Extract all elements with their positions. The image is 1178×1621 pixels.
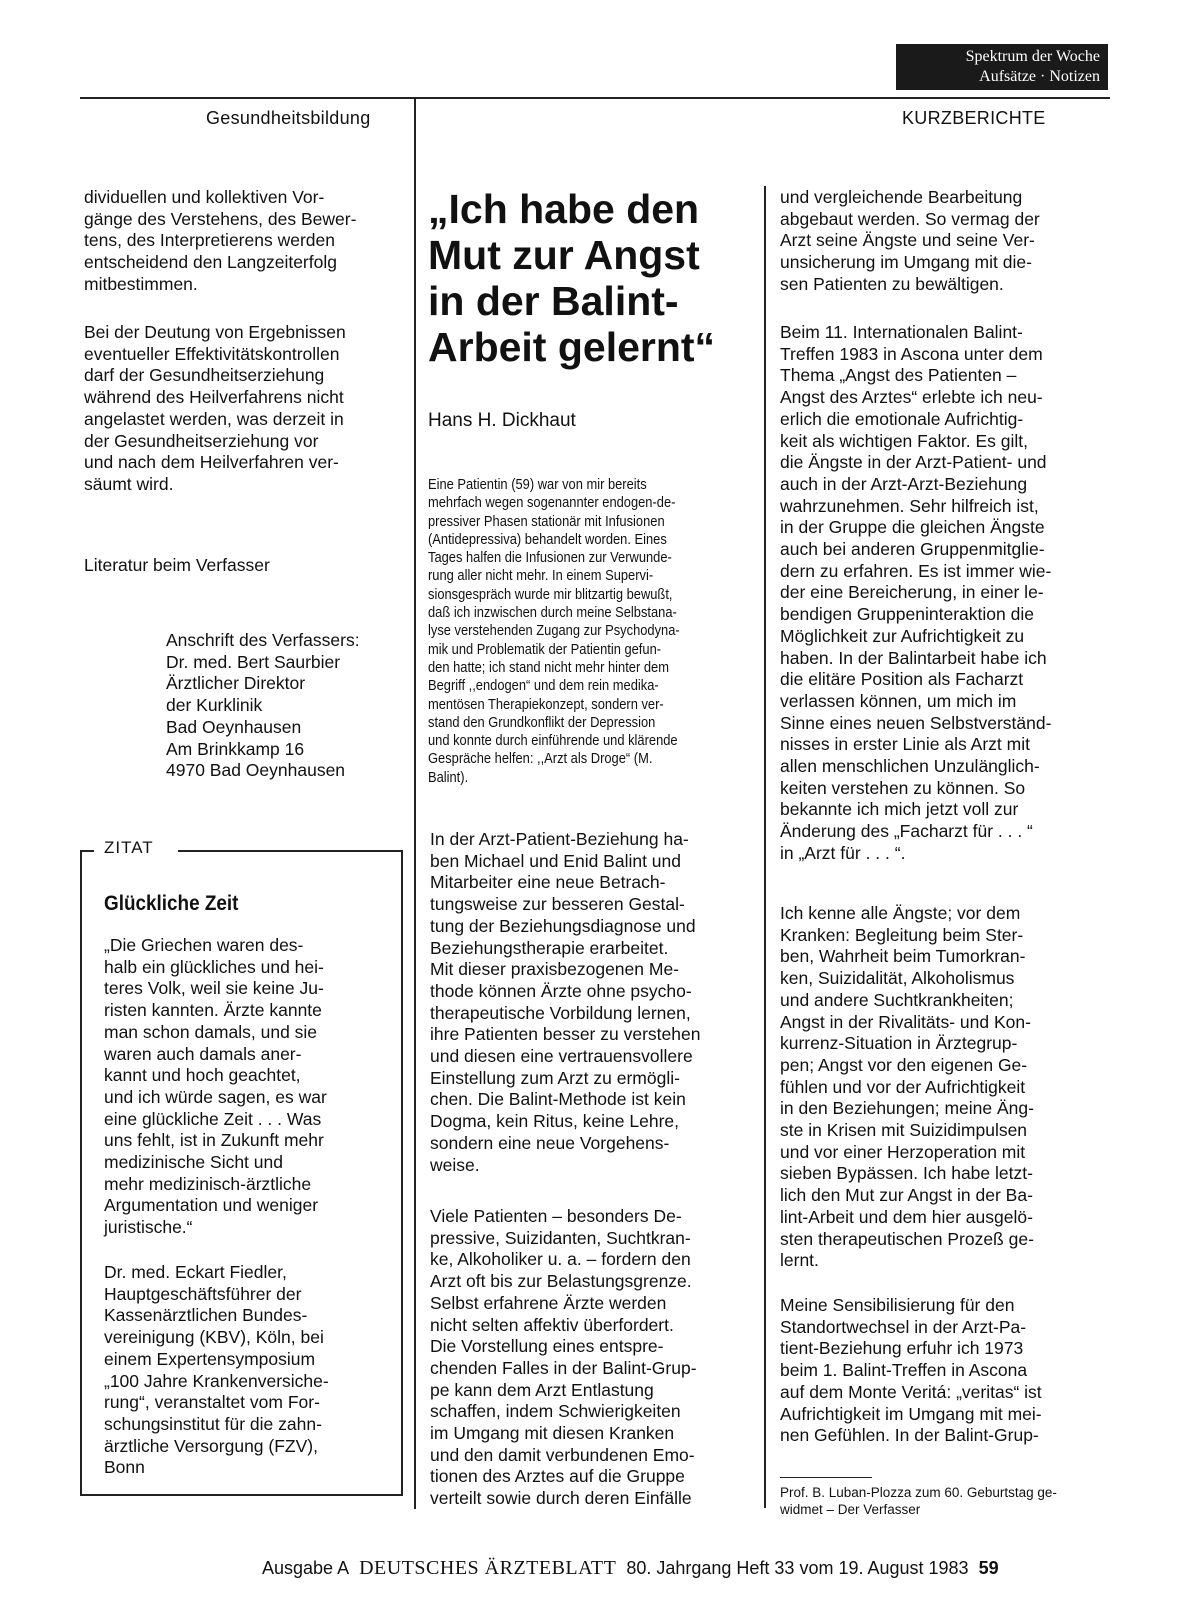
text-line: tungsweise zur besseren Gestal- [430, 894, 685, 915]
text-line: pressive, Suizidanten, Suchtkran- [430, 1227, 691, 1248]
text-line: kurrenz-Situation in Ärztegrup- [780, 1033, 1018, 1054]
address-line: der Kurklinik [166, 695, 263, 716]
article-author: Hans H. Dickhaut [428, 410, 576, 431]
text-line: keiten verstehen zu können. So [780, 777, 1026, 798]
text-line: eventueller Effektivitätskontrollen [84, 343, 340, 364]
text-line: Änderung des „Facharzt für . . . “ [780, 821, 1033, 842]
text-line: angelastet werden, was derzeit in [84, 408, 344, 429]
lead-line: Begriff ,,endogen“ und dem rein medika- [428, 677, 659, 695]
text-line: Aufrichtigkeit im Umgang mit mei- [780, 1403, 1042, 1424]
text-line: lich den Mut zur Angst in der Ba- [780, 1185, 1033, 1206]
text-line: therapeutische Vorbildung lernen, [430, 1002, 691, 1023]
text-line: ben Michael und Enid Balint und [430, 850, 682, 871]
title-line: Arbeit gelernt“ [428, 324, 716, 370]
text-line: in den Beziehungen; meine Äng- [780, 1098, 1034, 1119]
lead-line: Gespräche helfen: ,,Arzt als Droge“ (M. [428, 750, 653, 768]
lead-line: und konnte durch einführende und klärende [428, 732, 678, 750]
text-line: und diesen eine vertrauensvollere [430, 1046, 693, 1067]
text-line: ärztliche Versorgung (FZV), [104, 1435, 318, 1456]
text-line: Dr. med. Eckart Fiedler, [104, 1262, 287, 1282]
text-line: Angst des Arztes“ erlebte ich neu- [780, 387, 1043, 408]
text-line: tionen des Arztes auf die Gruppe [430, 1466, 685, 1487]
text-line: ben, Wahrheit beim Tumorkran- [780, 946, 1026, 967]
section-label-left: Gesundheitsbildung [206, 108, 371, 128]
text-line: und vergleichende Bearbeitung [780, 187, 1023, 207]
text-line: kannt und hoch geachtet, [104, 1065, 301, 1086]
lead-line: sionsgespräch wurde mir blitzartig bewußt, [428, 585, 673, 603]
left-column-para-2 [84, 322, 406, 496]
text-line: uns fehlt, ist in Zukunft mehr [104, 1130, 324, 1151]
lead-line: Eine Patientin (59) war von mir bereits [428, 476, 647, 493]
title-line: in der Balint- [428, 278, 679, 324]
text-line: während des Heilverfahrens nicht [84, 387, 344, 408]
text-line: erlich die emotionale Aufrichtig- [780, 408, 1024, 429]
text-line: Argumentation und weniger [104, 1195, 319, 1216]
text-line: und ich würde sagen, es war [104, 1086, 327, 1107]
article-para-4 [780, 322, 1106, 865]
address-line: Ärztlicher Direktor [166, 673, 306, 694]
text-line: Beziehungstherapie erarbeitet. [430, 937, 669, 958]
text-line: Dogma, kein Ritus, keine Lehre, [430, 1111, 680, 1132]
text-line: Arzt seine Ängste und seine Ver- [780, 230, 1035, 251]
text-line: und andere Suchtkrankheiten; [780, 989, 1014, 1010]
text-line: chenden Falles in der Balint-Grup- [430, 1357, 697, 1378]
text-line: tens, des Interpretierens werden [84, 230, 335, 251]
text-line: Selbst erfahrene Ärzte werden [430, 1292, 667, 1313]
address-line: Dr. med. Bert Saurbier [166, 651, 341, 672]
text-line: darf der Gesundheitserziehung [84, 365, 325, 386]
text-line: allen menschlichen Unzulänglich- [780, 756, 1040, 777]
text-line: lint-Arbeit und dem hier ausgelö- [780, 1206, 1033, 1227]
text-line: ken, Suizidalität, Alkoholismus [780, 968, 1015, 989]
text-line: Ich kenne alle Ängste; vor dem [780, 903, 1021, 923]
lead-line: mik und Problematik der Patientin gefun- [428, 640, 662, 658]
text-line: wahrzunehmen. Sehr hilfreich ist, [780, 495, 1039, 516]
address-line: Bad Oeynhausen [166, 716, 302, 737]
text-line: einem Expertensymposium [104, 1348, 316, 1369]
text-line: entscheidend den Langzeiterfolg [84, 252, 337, 273]
lead-line: stand den Grundkonflikt der Depression [428, 713, 656, 731]
lead-line: (Antidepressiva) behandelt worden. Eines [428, 530, 667, 548]
text-line: Kranken: Begleitung beim Ster- [780, 924, 1024, 945]
text-line: unsicherung im Umgang mit die- [780, 252, 1032, 273]
text-line: abgebaut werden. So vermag der [780, 208, 1040, 229]
text-line: Thema „Angst des Patienten – [780, 365, 1017, 386]
text-line: dern zu erfahren. Es ist immer wie- [780, 560, 1052, 581]
text-line: Meine Sensibilisierung für den [780, 1295, 1015, 1315]
text-line: eine glückliche Zeit . . . Was [104, 1108, 322, 1129]
title-line: Mut zur Angst [428, 232, 700, 278]
text-line: „100 Jahre Krankenversiche- [104, 1370, 329, 1391]
text-line: die Ängste in der Arzt-Patient- und [780, 452, 1047, 473]
lead-line: pressiver Phasen stationär mit Infusionen [428, 512, 665, 530]
text-line: verteilt sowie durch deren Einfälle [430, 1488, 692, 1509]
column-divider-top [414, 98, 416, 213]
text-line: ke, Alkoholiker u. a. – fordern den [430, 1249, 691, 1270]
lead-line: lyse verstehenden Zugang zur Psychodyna- [428, 622, 680, 640]
author-address [166, 630, 406, 782]
lead-line: Tages halfen die Infusionen zur Verwunde- [428, 549, 672, 567]
quote-title: Glückliche Zeit [104, 892, 239, 915]
article-para-2 [430, 1206, 748, 1510]
lead-line: rung aller nicht mehr. In einem Supervi- [428, 567, 654, 585]
article-para-5 [780, 903, 1106, 1272]
article-lead [428, 476, 746, 787]
text-line: „Die Griechen waren des- [104, 935, 304, 955]
text-line: pen; Angst vor den eigenen Ge- [780, 1054, 1028, 1075]
text-line: Möglichkeit zur Aufrichtigkeit zu [780, 625, 1025, 646]
footer-issue: 80. Jahrgang Heft 33 vom 19. August 1983 [626, 1558, 969, 1578]
footnote-rule [780, 1477, 872, 1478]
badge-line-2: Aufsätze · Notizen [979, 68, 1100, 85]
page-footer [262, 1557, 999, 1580]
text-line: sondern eine neue Vorgehens- [430, 1132, 670, 1153]
footnote [780, 1484, 1110, 1518]
footer-journal: DEUTSCHES ÄRZTEBLATT [359, 1557, 617, 1579]
quote-box-top-rule-right [178, 850, 403, 852]
lead-line: Balint). [428, 768, 469, 786]
text-line: und nach dem Heilverfahren ver- [84, 452, 339, 473]
text-line: Sinne eines neuen Selbstverständ- [780, 712, 1052, 733]
article-para-1 [430, 829, 748, 1176]
text-line: beim 1. Balint-Treffen in Ascona [780, 1360, 1028, 1381]
text-line: haben. In der Balintarbeit habe ich [780, 647, 1047, 668]
text-line: bekannte ich mich jetzt voll zur [780, 799, 1019, 820]
lead-line: den hatte; ich stand nicht mehr hinter dem [428, 658, 669, 676]
text-line: Viele Patienten – besonders De- [430, 1206, 682, 1226]
text-line: mitbestimmen. [84, 273, 198, 294]
text-line: Bonn [104, 1457, 145, 1478]
text-line: schaffen, indem Schwierigkeiten [430, 1401, 681, 1422]
text-line: und vor einer Herzoperation mit [780, 1141, 1026, 1162]
text-line: gänge des Verstehens, des Bewer- [84, 208, 357, 229]
text-line: die elitäre Position als Facharzt [780, 669, 1024, 690]
text-line: mehr medizinisch-ärztliche [104, 1173, 312, 1194]
text-line: vereinigung (KBV), Köln, bei [104, 1327, 324, 1348]
text-line: säumt wird. [84, 473, 174, 494]
text-line: Mit dieser praxisbezogenen Me- [430, 959, 680, 980]
text-line: in „Arzt für . . . “. [780, 842, 906, 863]
text-line: pe kann dem Arzt Entlastung [430, 1379, 654, 1400]
text-line: tient-Beziehung erfuhr ich 1973 [780, 1338, 1024, 1359]
text-line: thode können Ärzte ohne psycho- [430, 980, 692, 1001]
text-line: verlassen können, um mich im [780, 690, 1017, 711]
text-line: Arzt oft bis zur Belastungsgrenze. [430, 1271, 692, 1292]
text-line: der Gesundheitserziehung vor [84, 430, 319, 451]
text-line: fühlen und vor der Aufrichtigkeit [780, 1076, 1026, 1097]
text-line: auf dem Monte Veritá: „veritas“ ist [780, 1381, 1042, 1402]
text-line: Kassenärztlichen Bundes- [104, 1305, 308, 1326]
lead-line: mehrfach wegen sogenannter endogen-de- [428, 494, 676, 512]
text-line: chen. Die Balint-Methode ist kein [430, 1089, 686, 1110]
text-line: Treffen 1983 in Ascona unter dem [780, 343, 1043, 364]
text-line: halb ein glückliches und hei- [104, 956, 324, 977]
text-line: keit als wichtigen Faktor. Es gilt, [780, 430, 1029, 451]
text-line: rung“, veranstaltet vom For- [104, 1392, 320, 1413]
title-line: „Ich habe den [428, 186, 700, 232]
address-line: Am Brinkkamp 16 [166, 738, 305, 759]
text-line: Die Vorstellung eines entspre- [430, 1336, 664, 1357]
footnote-line: widmet – Der Verfasser [780, 1502, 921, 1517]
lead-line: daß ich inzwischen durch meine Selbstana- [428, 604, 677, 622]
article-para-3 [780, 187, 1106, 296]
text-line: sen Patienten zu bewältigen. [780, 273, 1004, 294]
quote-source [104, 1262, 374, 1479]
text-line: lernt. [780, 1250, 819, 1271]
text-line: weise. [430, 1154, 480, 1175]
text-line: Einstellung zum Arzt zu ermögli- [430, 1067, 680, 1088]
text-line: dividuellen und kollektiven Vor- [84, 187, 325, 207]
address-line: Anschrift des Verfassers: [166, 630, 360, 650]
text-line: juristische.“ [104, 1217, 193, 1238]
text-line: Hauptgeschäftsführer der [104, 1283, 302, 1304]
text-line: auch in der Arzt-Arzt-Beziehung [780, 473, 1028, 494]
text-line: medizinische Sicht und [104, 1152, 283, 1173]
text-line: und den damit verbundenen Emo- [430, 1444, 695, 1465]
text-line: waren auch damals aner- [104, 1043, 302, 1064]
text-line: risten kannten. Ärzte kannte [104, 1000, 322, 1021]
text-line: auch bei anderen Gruppenmitglie- [780, 539, 1045, 560]
text-line: ihre Patienten besser zu verstehen [430, 1024, 701, 1045]
column-divider-left [414, 213, 416, 1509]
text-line: ste in Krisen mit Suizidimpulsen [780, 1120, 1028, 1141]
text-line: Angst in der Rivalitäts- und Kon- [780, 1011, 1031, 1032]
header-rule [80, 97, 1110, 99]
quote-box-label: ZITAT [104, 838, 154, 857]
text-line: bendigen Gruppeninteraktion die [780, 604, 1034, 625]
text-line: nen Gefühlen. In der Balint-Grup- [780, 1425, 1039, 1446]
address-line: 4970 Bad Oeynhausen [166, 760, 346, 781]
quote-text [104, 935, 374, 1239]
left-column-para-1 [84, 187, 406, 296]
text-line: Mitarbeiter eine neue Betrach- [430, 872, 666, 893]
text-line: In der Arzt-Patient-Beziehung ha- [430, 829, 689, 849]
text-line: tung der Beziehungsdiagnose und [430, 915, 696, 936]
text-line: man schon damals, und sie [104, 1021, 318, 1042]
section-badge [896, 44, 1108, 90]
page-number: 59 [978, 1558, 999, 1578]
text-line: Bei der Deutung von Ergebnissen [84, 322, 346, 342]
text-line: nisses in erster Linie als Arzt mit [780, 734, 1030, 755]
text-line: der eine Bereicherung, in einer le- [780, 582, 1044, 603]
text-line: teres Volk, weil sie keine Ju- [104, 978, 324, 999]
article-para-6 [780, 1295, 1106, 1447]
quote-box-top-rule-left [80, 850, 94, 852]
text-line: Standortwechsel in der Arzt-Pa- [780, 1316, 1027, 1337]
lead-line: mentösen Therapiekonzept, sondern ver- [428, 695, 664, 713]
section-label-right: KURZBERICHTE [902, 108, 1046, 128]
text-line: sieben Bypässen. Ich habe letzt- [780, 1163, 1033, 1184]
text-line: Beim 11. Internationalen Balint- [780, 322, 1023, 342]
text-line: im Umgang mit diesen Kranken [430, 1423, 675, 1444]
badge-line-1: Spektrum der Woche [965, 48, 1100, 65]
text-line: sten therapeutischen Prozeß ge- [780, 1228, 1034, 1249]
text-line: schungsinstitut für die zahn- [104, 1413, 322, 1434]
footnote-line: Prof. B. Luban-Plozza zum 60. Geburtstag ge- [780, 1485, 1057, 1500]
literature-note: Literatur beim Verfasser [84, 555, 270, 575]
article-title [428, 186, 758, 370]
text-line: nicht selten affektiv überfordert. [430, 1314, 674, 1335]
text-line: in der Gruppe die gleichen Ängste [780, 517, 1045, 538]
footer-edition: Ausgabe A [262, 1558, 350, 1578]
column-divider-right [764, 186, 766, 1508]
